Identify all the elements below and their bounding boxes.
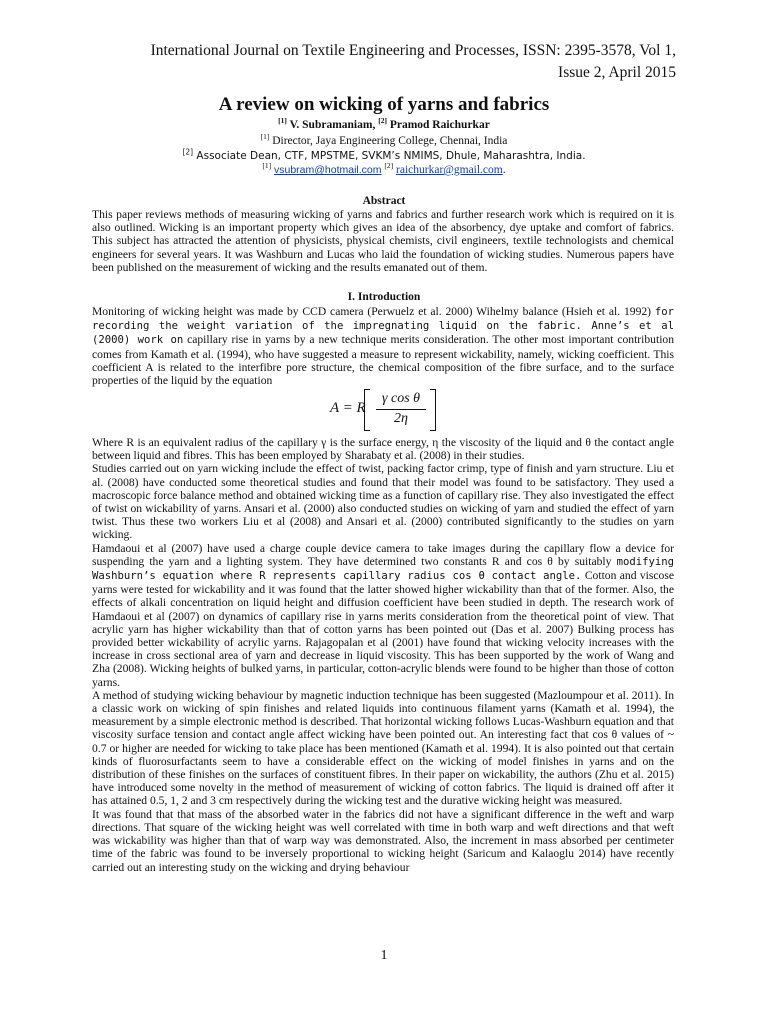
intro-p1-part-a: Monitoring of wicking height was made by CCD camera (Perwuelz et al. 2000) Wihelmy balance (Hsieh et al. 1992) [92,305,655,318]
page-number: 1 [380,948,388,963]
equation-denominator: 2η [394,411,408,426]
intro-p1-part-b: for recording the weight variation of the impregnating liquid on the fabric. Anne’s et al (2000) work on [92,306,674,347]
journal-header-line1: International Journal on Textile Engineering and Processes, ISSN: 2395-3578, Vol 1, [150,42,676,59]
email-link-2[interactable]: raichurkar@gmail.com [396,164,503,176]
abstract-heading: Abstract [362,195,406,207]
body-p4-part-c: Cotton and viscose yarns were tested for wickability and it was found that the latter showed higher wickability than that of the former. Also, the effects of alkali concentration on liquid height and diffusion coefficient have been studied in depth. The research work of Hamdaoui et al (2007) on dynamics of capillary rise in yarns merits consideration from the theoretical point of view. That acrylic yarn has higher wickability than that of cotton yarns has been pointed out (Das et al. 2007) Bulking process has provided better wickability of acrylic yarns. Rajagopalan et al (2001) have found that wicking velocity increases with the increase in cross sectional area of yarn and decrease in liquid viscosity. This has been supported by the work of Wang and Zha (2008). Wicking heights of bulked yarns, in particular, cotton-acrylic blends were found to be higher than those of cotton yarns. [92,569,674,689]
body-paragraph-2: Where R is an equivalent radius of the capillary γ is the surface energy, η the viscosity of the liquid and θ the contact angle between liquid and fibres. This has been employed by Sharabaty et al. (2008) in their studies. [92,436,674,463]
equation-numerator: γ cos θ [381,391,421,406]
body-paragraph-5: A method of studying wicking behaviour by magnetic induction technique has been suggested (Mazloumpour et al. 2011). In a classic work on wicking of spin finishes and related liquids into continuous filament yarns (Kamath et al. 1994), the measurement by a simple electronic method is described. That horizontal wicking follows Lucas-Washburn equation and that viscosity surface tension and contact angle affect wicking have been pointed out. An interesting fact that cos θ values of ~ 0.7 or higher are needed for wicking to take place has been mentioned (Kamath et al. 1994). It is also pointed out that certain kinds of fluorosurfactants seem to have a considerable effect on the wicking of model finishes in yarns and on the distribution of these finishes on the surfaces of constituent fibres. In their paper on wickability, the authors (Zhu et al. 2015) have introduced some novelty in the method of measurement of wicking of cotton fabrics. The liquid is drained off after it has attained 0.5, 1, 2 and 3 cm respectively during the wicking test and the durative wicking height was measured. [92,688,674,808]
intro-p1-part-c: capillary rise in yarns by a new technique merits consideration. The other most important contribution comes from Kamath et al. (1994), who have suggested a measure to represent wickability, namely, wicking coefficient. This coefficient A is related to the interfibre pore structure, the chemical composition of the fibre surface, and to the surface properties of the liquid by the equation [92,333,675,388]
email-line [0,161,768,176]
affiliation2-text: Associate Dean, CTF, MPSTME, SVKM’s NMIMS, Dhule, Maharashtra, India. [193,150,586,162]
body-paragraph-6: It was found that that mass of the absorbed water in the fabrics did not have a significant difference in the weft and warp directions. That square of the wicking height was well correlated with time in both warp and weft directions and that weft was wickability was higher than that of warp way was demonstrated. Also, the increment in mass absorbed per centimeter time of the fabric was found to be inversely proportional to wicking height (Saricum and Kalaoglu 2014) have recently carried out an interesting study on the wicking and drying behaviour [92,807,674,874]
body-paragraph-4 [92,542,674,689]
author1-marker: [1] [278,116,287,126]
equation-left-bracket [364,389,370,431]
affiliation2-marker: [2] [182,147,194,157]
intro-paragraph-1 [92,305,674,387]
email1-marker: [1] [262,161,272,171]
author2-marker: [2] [378,116,387,126]
equation-lhs: A = R [330,400,366,416]
body-p4-part-b: modifying Washburn’s equation where R represents capillary radius cos θ contact angle. [92,555,674,583]
affiliation1-text: Director, Jaya Engineering College, Chennai, India [269,135,508,147]
author2-name: Pramod Raichurkar [386,119,490,131]
journal-header [56,40,676,84]
equation-fraction-bar [376,409,426,410]
abstract-paragraph: This paper reviews methods of measuring wicking of yarns and fabrics and further research work which is required on it is also outlined. Wicking is an important property which gives an idea of the absorbency, dye uptake and comfort of fabrics. This subject has attracted the attention of physicists, physical chemists, civil engineers, textile technologists and chemical engineers for several years. It was Washburn and Lucas who laid the foundation of wicking studies. Numerous papers have been published on the measurement of wicking and the results emanated out of them. [92,208,674,274]
email-link-1[interactable]: vsubram@hotmail.com [274,164,382,176]
affiliation-1 [0,132,768,147]
email-trailing-period: . [502,164,506,176]
body-text [92,436,674,874]
abstract-text [92,208,674,274]
body-p4-part-a: Hamdaoui et al (2007) have used a charge couple device camera to take images during the capillary flow a device for suspending the yarn and a lighting system. They have determined two constants R and cos θ by suitably [92,541,674,568]
affiliation1-marker: [1] [260,132,270,142]
author1-name: V. Subramaniam, [286,119,379,131]
introduction-heading: I. Introduction [347,291,421,303]
journal-header-line2: Issue 2, April 2015 [558,64,676,81]
introduction-text [92,305,674,387]
wicking-coefficient-equation [330,386,440,432]
email2-marker: [2] [384,161,394,171]
author-list [0,116,768,131]
body-paragraph-3: Studies carried out on yarn wicking include the effect of twist, packing factor crimp, type of finish and yarn structure. Liu et al. (2008) have conducted some theoretical studies and found that their model was found to be satisfactory. They used a macroscopic force balance method and obtained wicking time as a function of capillary rise. They also investigated the effect of twist on wickability of yarns. Ansari et al. (2000) also conducted studies on wicking of yarn and studied the effect of yarn twist. Thus these two workers Liu et al (2008) and Ansari et al. (2000) contributed significantly to the studies on yarn wicking. [92,462,674,542]
paper-title: A review on wicking of yarns and fabrics [218,94,550,115]
equation-right-bracket [430,389,436,431]
